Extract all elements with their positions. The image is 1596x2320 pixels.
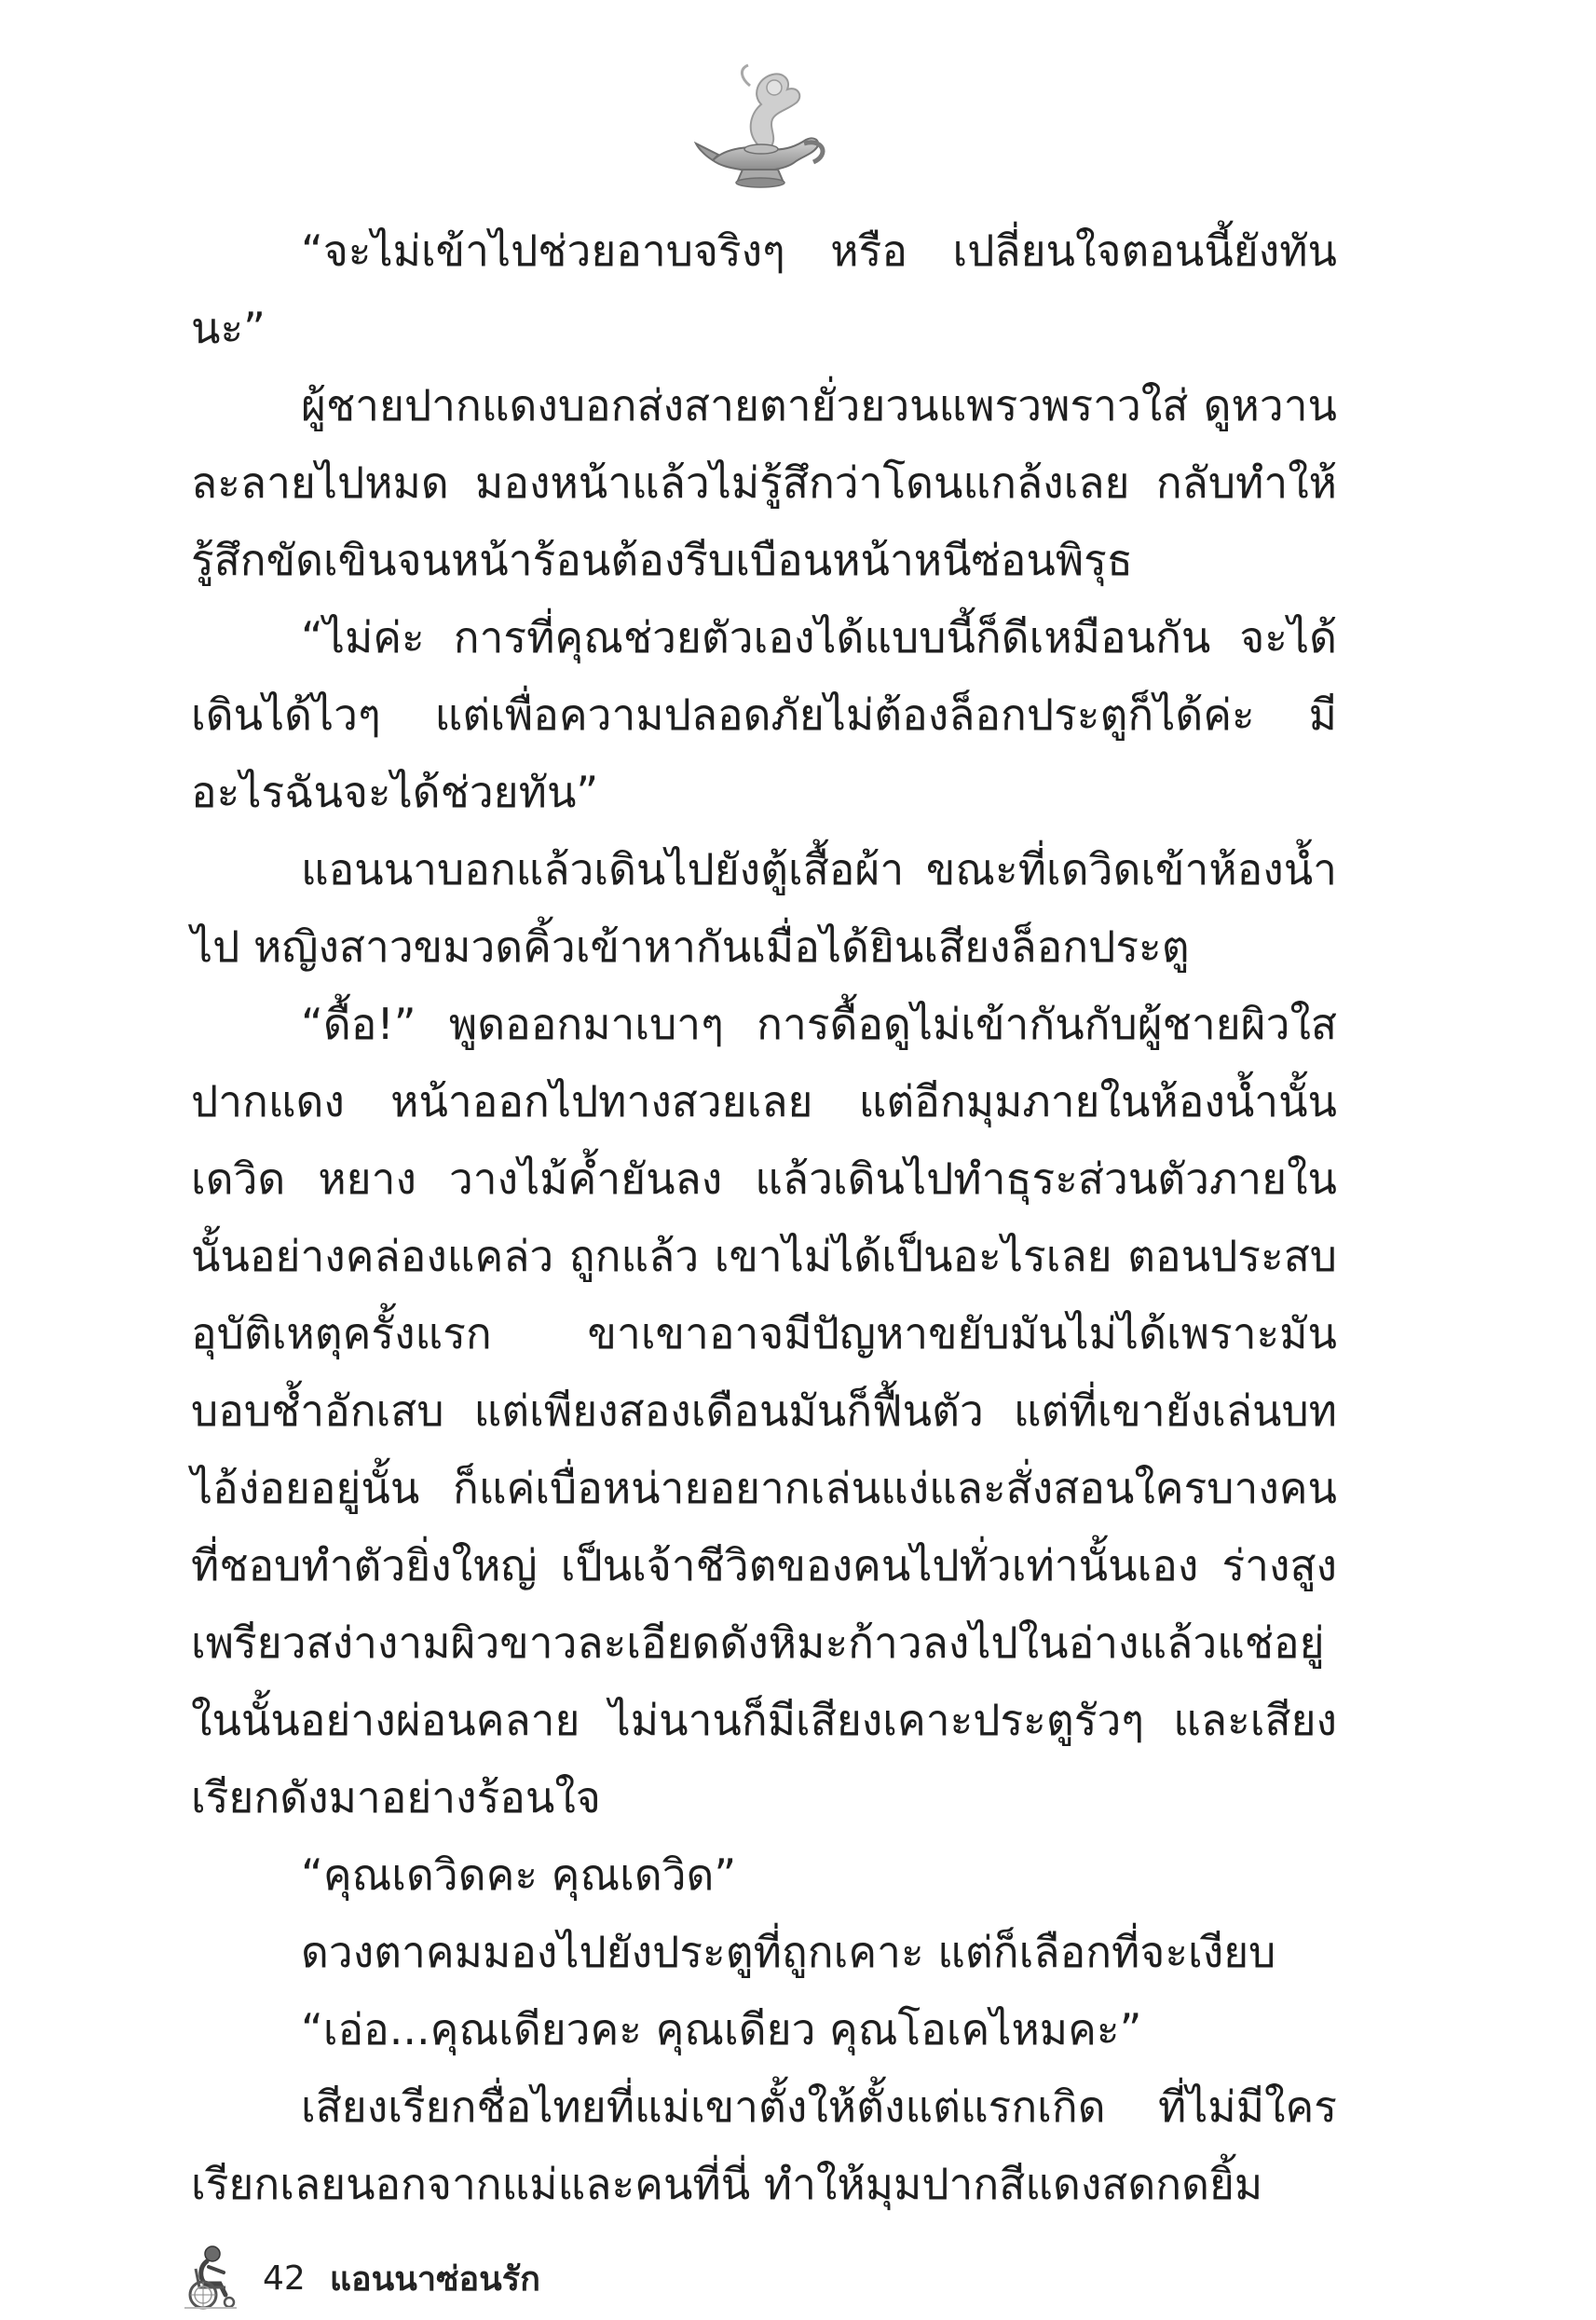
paragraph: “คุณเดวิดคะ คุณเดวิด” xyxy=(301,1849,737,1900)
paragraph: “ไม่ค่ะ การที่คุณช่วยตัวเองได้แบบนี้ก็ดีเหมือนกัน จะได้เดินได้ไวๆ แต่เพื่อความปลอดภัยไม่ต้องล็อกประตูก็ได้ค่ะ มีอะไรฉันจะได้ช่วยทัน” xyxy=(191,612,1337,817)
paragraph: เสียงเรียกชื่อไทยที่แม่เขาตั้งให้ตั้งแต่แรกเกิด ที่ไม่มีใครเรียกเลยนอกจากแม่และคนที่นี่ ทำให้มุมปากสีแดงสดกดยิ้ม xyxy=(191,2081,1337,2209)
paragraph: แอนนาบอกแล้วเดินไปยังตู้เสื้อผ้า ขณะที่เดวิดเข้าห้องน้ำไป หญิงสาวขมวดคิ้วเข้าหากันเมื่อได้ยินเสียงล็อกประตู xyxy=(191,844,1337,972)
book-title: แอนนาซ่อนรัก xyxy=(329,2259,540,2299)
genie-lamp-icon xyxy=(694,58,834,198)
paragraph: ดวงตาคมมองไปยังประตูที่ถูกเคาะ แต่ก็เลือกที่จะเงียบ xyxy=(301,1927,1276,1977)
page-footer xyxy=(175,2236,540,2320)
wheelchair-icon xyxy=(175,2243,246,2313)
paragraph: “จะไม่เข้าไปช่วยอาบจริงๆ หรือ เปลี่ยนใจตอนนี้ยังทันนะ” xyxy=(191,225,1337,353)
paragraph: ผู้ชายปากแดงบอกส่งสายตายั่วยวนแพรวพราวใส่ ดูหวานละลายไปหมด มองหน้าแล้วไม่รู้สึกว่าโดนแกล้งเลย กลับทำให้รู้สึกขัดเขินจนหน้าร้อนต้องรีบเบือนหน้าหนีซ่อนพิรุธ xyxy=(191,380,1337,585)
paragraph: “เอ่อ...คุณเดียวคะ คุณเดียว คุณโอเคไหมคะ” xyxy=(301,2004,1142,2054)
body-text xyxy=(191,212,1337,2223)
page-number: 42 xyxy=(263,2259,306,2298)
paragraph: “ดื้อ!” พูดออกมาเบาๆ การดื้อดูไม่เข้ากันกับผู้ชายผิวใสปากแดง หน้าออกไปทางสวยเลย แต่อีกมุมภายในห้องน้ำนั้น เดวิด หยาง วางไม้ค้ำยันลง แล้วเดินไปทำธุระส่วนตัวภายในนั้นอย่างคล่องแคล่ว ถูกแล้ว เขาไม่ได้เป็นอะไรเลย ตอนประสบอุบัติเหตุครั้งแรก ขาเขาอาจมีปัญหาขยับมันไม่ได้เพราะมันบอบช้ำอักเสบ แต่เพียงสองเดือนมันก็ฟื้นตัว แต่ที่เขายังเล่นบทไอ้ง่อยอยู่นั้น ก็แค่เบื่อหน่ายอยากเล่นแง่และสั่งสอนใครบางคน ที่ชอบทำตัวยิ่งใหญ่ เป็นเจ้าชีวิตของคนไปทั่วเท่านั้นเอง ร่างสูงเพรียวสง่างามผิวขาวละเอียดดังหิมะก้าวลงไปในอ่างแล้วแช่อยู่ในนั้นอย่างผ่อนคลาย ไม่นานก็มีเสียงเคาะประตูรัวๆ และเสียงเรียกดังมาอย่างร้อนใจ xyxy=(191,999,1337,1822)
